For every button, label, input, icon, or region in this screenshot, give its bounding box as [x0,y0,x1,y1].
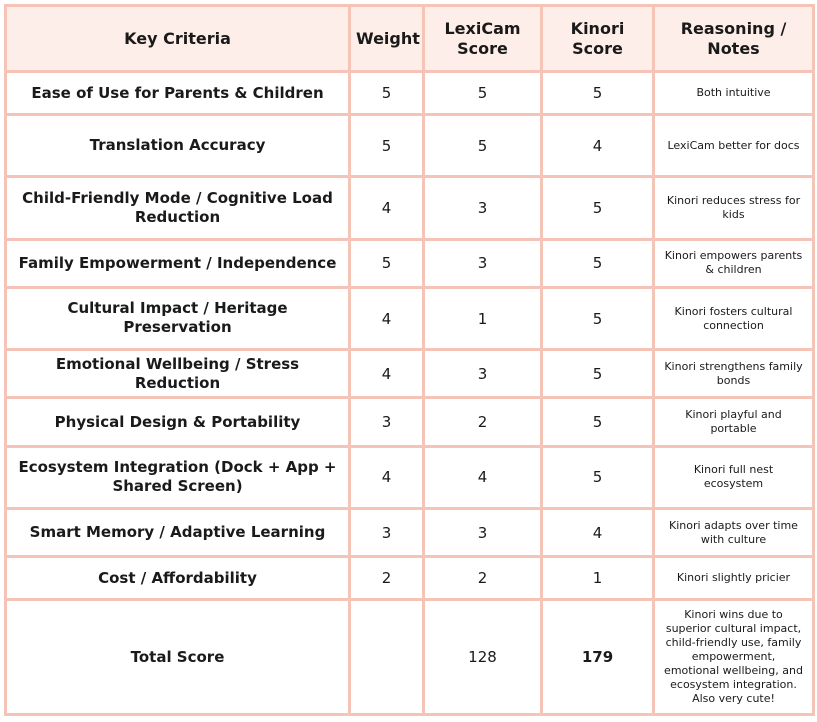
kinori-score-cell: 5 [542,177,654,239]
total-kinori-score: 179 [542,600,654,715]
kinori-score-cell: 5 [542,287,654,349]
notes-cell: LexiCam better for docs [654,115,814,177]
lexicam-score-cell: 2 [424,557,542,600]
weight-cell: 3 [350,508,424,556]
table-row [6,177,814,239]
criteria-cell: Smart Memory / Adaptive Learning [6,508,350,556]
weight-cell: 4 [350,177,424,239]
notes-cell: Kinori fosters cultural connection [654,287,814,349]
header-reasoning-notes: Reasoning / Notes [654,6,814,72]
kinori-score-cell: 5 [542,350,654,398]
header-weight: Weight [350,6,424,72]
table-row [6,508,814,556]
table-row [6,72,814,115]
notes-cell: Kinori strengthens family bonds [654,350,814,398]
header-key-criteria: Key Criteria [6,6,350,72]
notes-cell: Kinori empowers parents & children [654,239,814,287]
notes-cell: Kinori playful and portable [654,398,814,446]
table-row [6,398,814,446]
total-lexicam-score: 128 [424,600,542,715]
total-row [6,600,814,715]
header-row [6,6,814,72]
total-notes-cell: Kinori wins due to superior cultural impact, child-friendly use, family empowerment, emotional wellbeing, and ecosystem integration. Also very cute! [654,600,814,715]
kinori-score-cell: 1 [542,557,654,600]
criteria-cell: Cost / Affordability [6,557,350,600]
criteria-cell: Physical Design & Portability [6,398,350,446]
lexicam-score-cell: 2 [424,398,542,446]
lexicam-score-cell: 3 [424,177,542,239]
kinori-score-cell: 5 [542,446,654,508]
criteria-cell: Ease of Use for Parents & Children [6,72,350,115]
lexicam-score-cell: 1 [424,287,542,349]
header-kinori-score: Kinori Score [542,6,654,72]
weight-cell: 4 [350,287,424,349]
lexicam-score-cell: 3 [424,508,542,556]
weight-cell: 2 [350,557,424,600]
header-lexicam-score: LexiCam Score [424,6,542,72]
criteria-cell: Child-Friendly Mode / Cognitive Load Reduction [6,177,350,239]
kinori-score-cell: 5 [542,239,654,287]
table-row [6,557,814,600]
lexicam-score-cell: 3 [424,239,542,287]
weight-cell: 5 [350,239,424,287]
notes-cell: Kinori reduces stress for kids [654,177,814,239]
criteria-cell: Cultural Impact / Heritage Preservation [6,287,350,349]
notes-cell: Kinori adapts over time with culture [654,508,814,556]
kinori-score-cell: 4 [542,115,654,177]
lexicam-score-cell: 3 [424,350,542,398]
table-row [6,115,814,177]
kinori-score-cell: 4 [542,508,654,556]
notes-cell: Kinori slightly pricier [654,557,814,600]
criteria-cell: Emotional Wellbeing / Stress Reduction [6,350,350,398]
weight-cell: 4 [350,446,424,508]
notes-cell: Both intuitive [654,72,814,115]
criteria-cell: Family Empowerment / Independence [6,239,350,287]
table-row [6,446,814,508]
lexicam-score-cell: 4 [424,446,542,508]
lexicam-score-cell: 5 [424,72,542,115]
comparison-table [4,4,815,716]
weight-cell: 4 [350,350,424,398]
total-score-label: Total Score [6,600,350,715]
kinori-score-cell: 5 [542,72,654,115]
criteria-cell: Translation Accuracy [6,115,350,177]
lexicam-score-cell: 5 [424,115,542,177]
notes-cell: Kinori full nest ecosystem [654,446,814,508]
weight-cell: 3 [350,398,424,446]
table-row [6,350,814,398]
table-row [6,287,814,349]
table-row [6,239,814,287]
weight-cell: 5 [350,115,424,177]
kinori-score-cell: 5 [542,398,654,446]
criteria-cell: Ecosystem Integration (Dock + App + Shared Screen) [6,446,350,508]
total-weight-cell [350,600,424,715]
weight-cell: 5 [350,72,424,115]
